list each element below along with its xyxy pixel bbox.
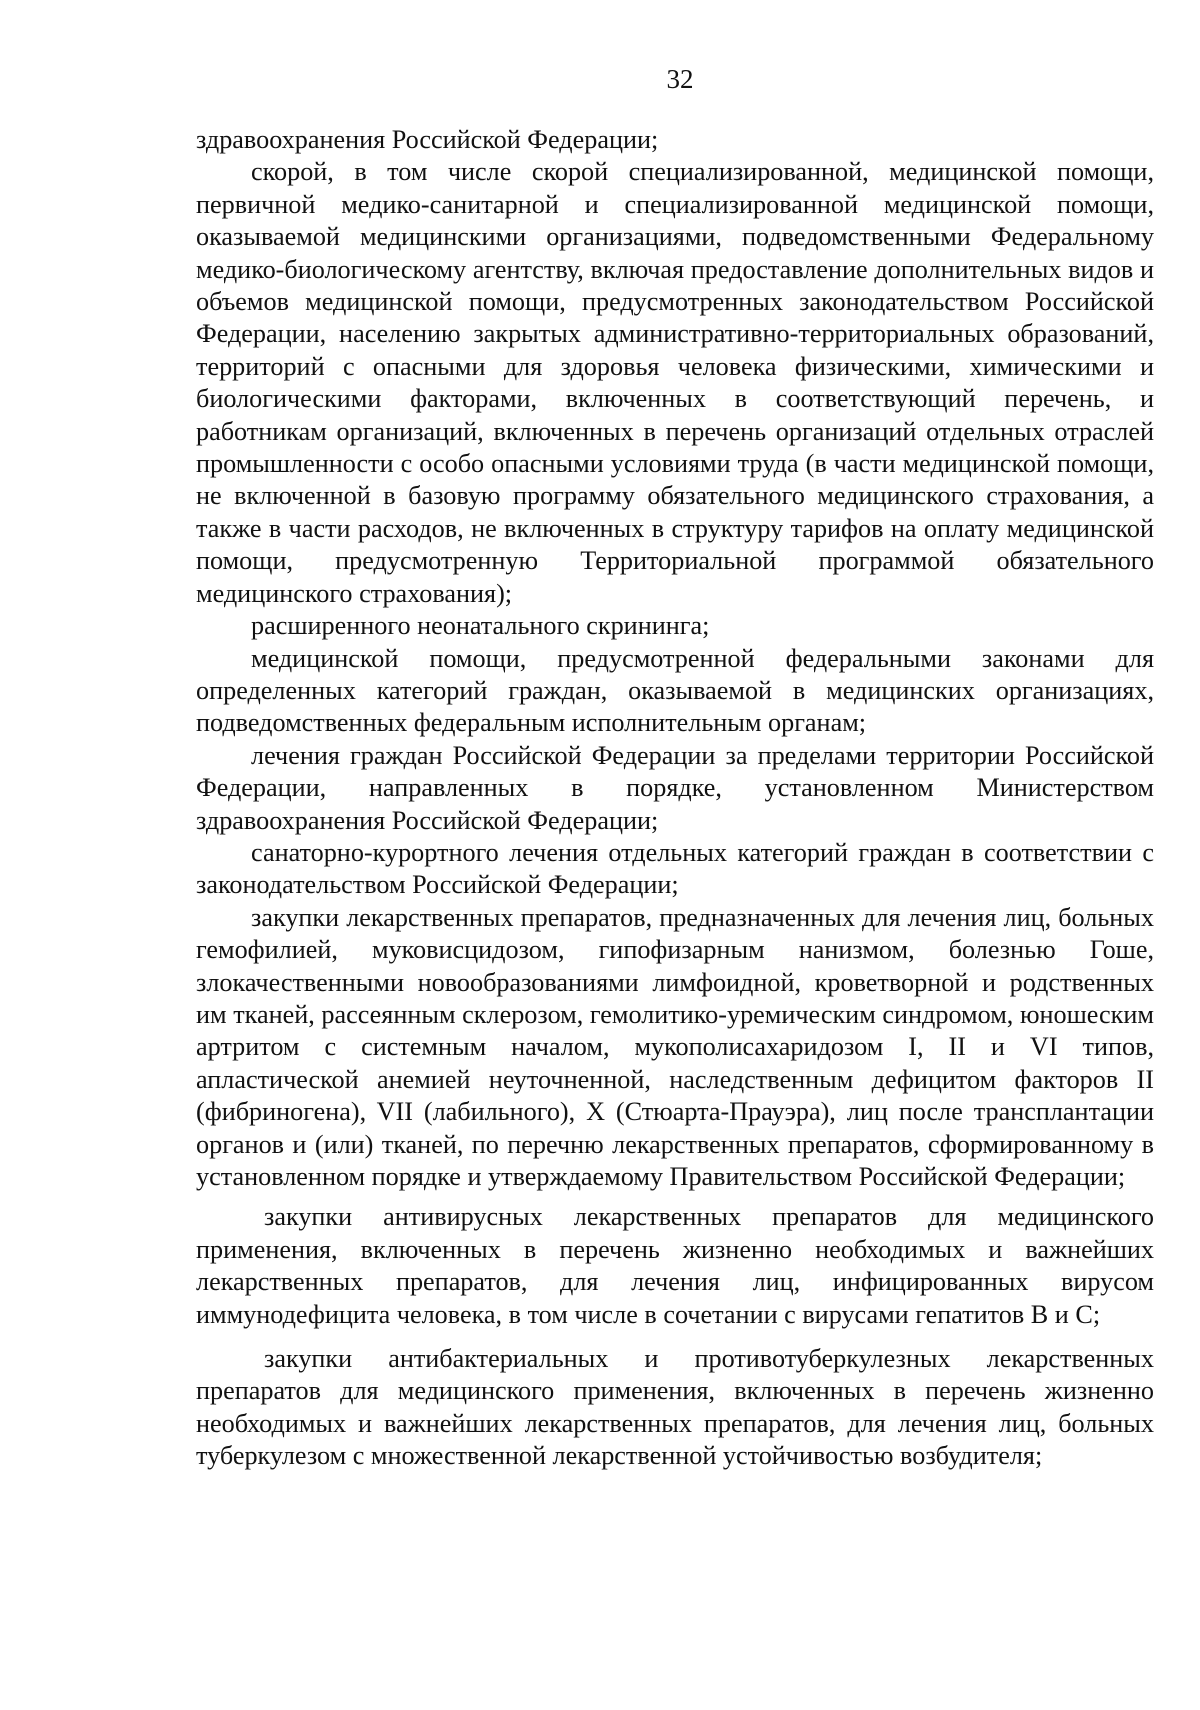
paragraph-1: здравоохранения Российской Федерации; [196, 125, 659, 154]
paragraph-8: закупки антивирусных лекарственных препаратов для медицинского применения, включенных в перечень жизненно необходимых и важнейших лекарственных препаратов, для лечения лиц, инфицированных вирусом иммунодефицита человека, в том числе в сочетании с вирусами гепатитов B и C; [196, 1202, 1154, 1329]
document-body [196, 124, 1154, 1473]
paragraph-7: закупки лекарственных препаратов, предназначенных для лечения лиц, больных гемофилией, муковисцидозом, гипофизарным нанизмом, болезнью Гоше, злокачественными новообразованиями лимфоидной, кроветворной и родственных им тканей, рассеянным склерозом, гемолитико-уремическим синдромом, юношеским артритом с системным началом, мукополисахаридозом I, II и VI типов, апластической анемией неуточненной, наследственным дефицитом факторов II (фибриногена), VII (лабильного), X (Стюарта-Прауэра), лиц после трансплантации органов и (или) тканей, по перечню лекарственных препаратов, сформированному в установленном порядке и утверждаемому Правительством Российской Федерации; [196, 902, 1154, 1191]
paragraph-2: скорой, в том числе скорой специализированной, медицинской помощи, первичной медико-санитарной и специализированной медицинской помощи, оказываемой медицинскими организациями, подведомственными Федеральному медико-биологическому агентству, включая предоставление дополнительных видов и объемов медицинской помощи, предусмотренных законодательством Российской Федерации, населению закрытых административно-территориальных образований, территорий с опасными для здоровья человека физическими, химическими и биологическими факторами, включенных в соответствующий перечень, и работникам организаций, включенных в перечень организаций отдельных отраслей промышленности с особо опасными условиями труда (в части медицинской помощи, не включенной в базовую программу обязательного медицинского страхования, а также в части расходов, не включенных в структуру тарифов на оплату медицинской помощи, предусмотренную Территориальной программой обязательного медицинского страхования); [196, 157, 1154, 608]
page-number: 32 [666, 64, 694, 94]
paragraph-5: лечения граждан Российской Федерации за пределами территории Российской Федерации, направленных в порядке, установленном Министерством здравоохранения Российской Федерации; [196, 740, 1154, 835]
paragraph-3: расширенного неонатального скрининга; [251, 611, 710, 641]
paragraph-4: медицинской помощи, предусмотренной федеральными законами для определенных категорий граждан, оказываемой в медицинских организациях, подведомственных федеральным исполнительным органам; [196, 643, 1154, 738]
paragraph-6: санаторно-курортного лечения отдельных категорий граждан в соответствии с законодательством Российской Федерации; [196, 837, 1154, 900]
paragraph-9: закупки антибактериальных и противотуберкулезных лекарственных препаратов для медицинского применения, включенных в перечень жизненно необходимых и важнейших лекарственных препаратов, для лечения лиц, больных туберкулезом с множественной лекарственной устойчивостью возбудителя; [196, 1344, 1154, 1471]
